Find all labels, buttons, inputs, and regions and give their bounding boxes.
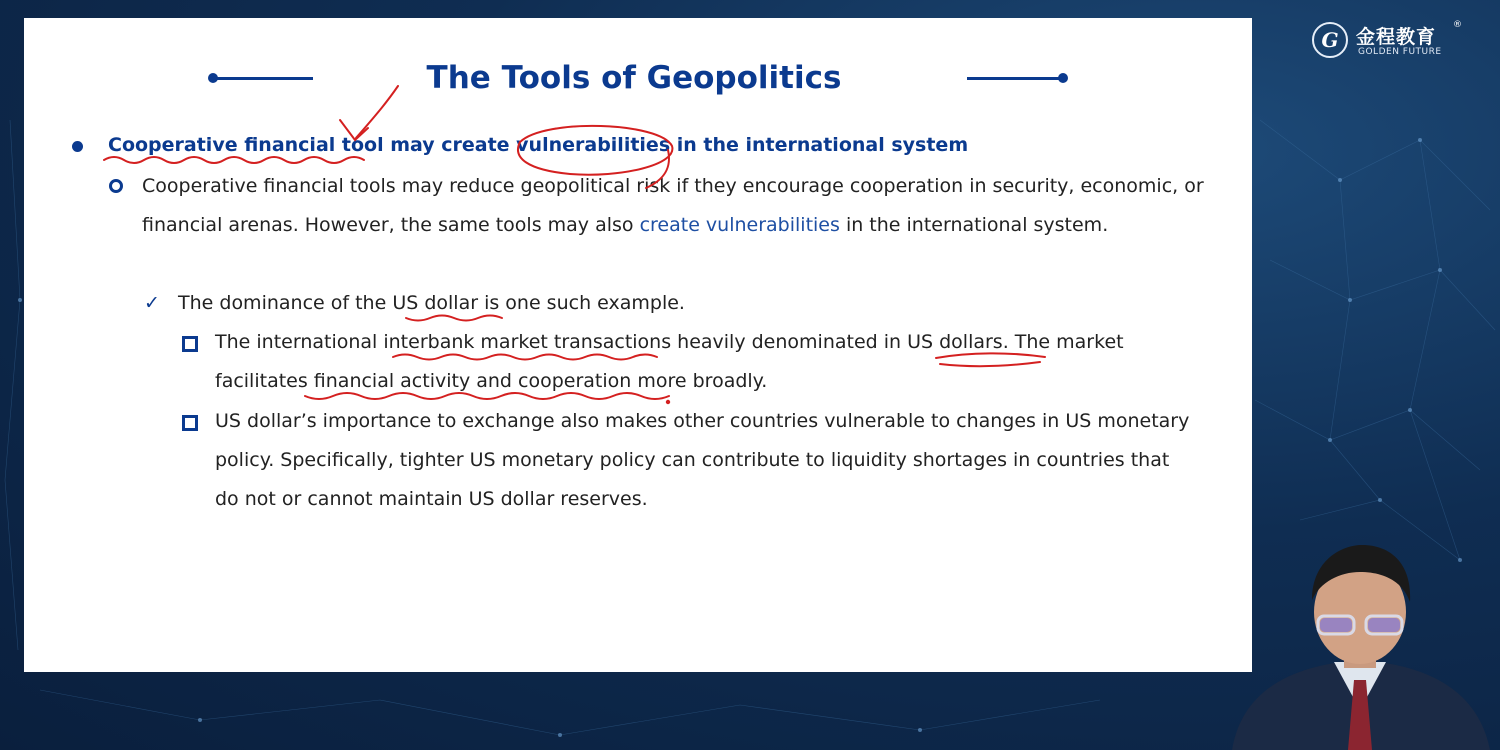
- level4-item-1: The international interbank market transactions heavily denominated in US dollars. The market facilitates financial activity and cooperation more broadly.: [215, 331, 1124, 392]
- level3-text: The dominance of the US dollar is one such example.: [178, 292, 685, 314]
- logo-chinese-name: 金程教育: [1356, 26, 1437, 48]
- presenter-video: [1222, 540, 1500, 750]
- title-row: [24, 58, 1252, 98]
- level2-paragraph: [142, 167, 1222, 245]
- logo-registered-mark: ®: [1453, 20, 1462, 30]
- level4-item-2: US dollar’s importance to exchange also makes other countries vulnerable to changes in US monetary policy. Specifically, tighter US monetary policy can contribute to liquidity shortages in countries that do not or cannot maintain US dollar reserves.: [215, 410, 1190, 510]
- level2-text-before: Cooperative financial tools may reduce geopolitical risk if they encourage cooperation in security, economic, or financial arenas. However, the same tools may also: [142, 175, 1204, 236]
- checkmark-bullet-icon: ✓: [144, 292, 160, 314]
- slide-panel: [24, 18, 1252, 672]
- title-right-line: [967, 77, 1063, 80]
- golden-future-logo: [1312, 22, 1487, 62]
- logo-mark-icon: G: [1312, 22, 1348, 58]
- title-right-dot-icon: [1058, 73, 1068, 83]
- level2-highlight: create vulnerabilities: [639, 214, 840, 236]
- square-bullet-icon: [182, 336, 198, 352]
- level1-heading: Cooperative financial tool may create vulnerabilities in the international system: [108, 134, 969, 156]
- square-bullet-icon: [182, 415, 198, 431]
- level2-text-after: in the international system.: [839, 214, 1109, 236]
- slide-title: The Tools of Geopolitics: [426, 60, 842, 96]
- logo-english-name: GOLDEN FUTURE: [1358, 47, 1442, 57]
- level1-bullet-icon: [72, 141, 83, 152]
- level2-ring-bullet-icon: [109, 179, 123, 193]
